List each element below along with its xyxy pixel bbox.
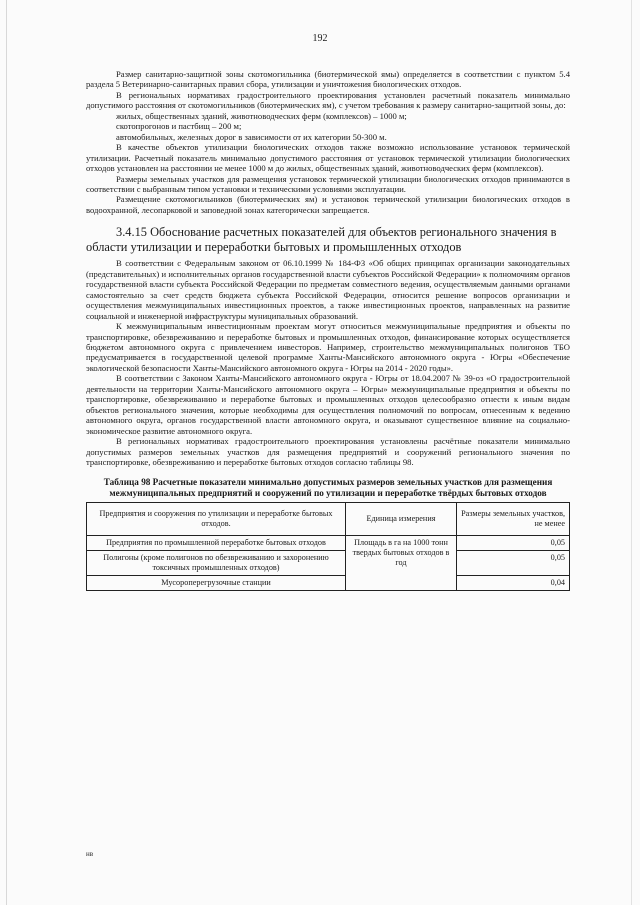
table-header-cell: Единица измерения bbox=[346, 503, 457, 536]
table-header-cell: Размеры земельных участков, не менее bbox=[457, 503, 570, 536]
paragraph-regional-law: В соответствии с Законом Ханты-Мансийского автономного округа - Югры от 18.04.2007 № 39-оз «О градостроительной деятельности на территории Ханты-Мансийского автономного округа – Югры» межмуниципальные предприятия и объекты по транспортировке, обезвреживанию и переработке бытовых и промышленных отходов целесообразно отнести к иным видам объектов регионального значения, которые необходимы для осуществления полномочий по вопросам, отнесенным к ведению автономного округа, органов государственной власти автономного округа, и оказывают существенное влияние на социально-экономическое развитие автономного округа. bbox=[86, 373, 570, 436]
paragraph-prohibition: Размещение скотомогильников (биотермических ям) и установок термической утилизации биологических отходов в водоохранной, лесопарковой и заповедной зонах категорически запрещается. bbox=[86, 194, 570, 215]
distance-item: автомобильных, железных дорог в зависимости от их категории 50-300 м. bbox=[116, 131, 387, 142]
table-cell-unit: Площадь в га на 1000 тонн твердых бытовых отходов в год bbox=[346, 536, 457, 591]
table-header-cell: Предприятия и сооружения по утилизации и переработке бытовых отходов. bbox=[87, 503, 346, 536]
table-cell-value: 0,04 bbox=[457, 576, 570, 591]
land-size-table bbox=[86, 502, 570, 591]
table-cell-value: 0,05 bbox=[457, 536, 570, 551]
table-row bbox=[87, 576, 570, 591]
table-cell-value: 0,05 bbox=[457, 551, 570, 576]
page-content bbox=[86, 69, 570, 591]
table-cell-name: Предприятия по промышленной переработке бытовых отходов bbox=[87, 536, 346, 551]
table-row bbox=[87, 536, 570, 551]
table-row bbox=[87, 551, 570, 576]
paragraph-investment-projects: К межмуниципальным инвестиционным проектам могут относиться межмуниципальные предприятия и объекты по транспортировке, обезвреживанию и переработке бытовых и промышленных отходов, финансирование которых осуществляется бюджетом автономного округа с привлечением инвесторов. Например, строительство межмуниципальных полигонов ТБО предусматривается в государственной целевой программе Ханты-Мансийского автономного округа - Югры «Обеспечение экологической безопасности Ханты-Мансийского автономного округа - Югры на 2014 - 2020 годы». bbox=[86, 321, 570, 373]
paragraph-table-reference: В региональных нормативах градостроительного проектирования установлены расчётные показатели минимально допустимых размеров земельных участков для размещения предприятий и сооружений регионального значения по транспортировке, обезвреживанию и переработке бытовых отходов согласно таблицы 98. bbox=[86, 436, 570, 467]
scan-edge-right bbox=[631, 0, 632, 905]
table-cell-name: Полигоны (кроме полигонов по обезвреживанию и захоронению токсичных промышленных отходов) bbox=[87, 551, 346, 576]
scan-edge-left bbox=[6, 0, 7, 905]
table-title: Таблица 98 Расчетные показатели минимально допустимых размеров земельных участков для размещения межмуниципальных предприятий и сооружений по утилизации и переработке твёрдых бытовых отходов bbox=[103, 477, 553, 499]
table-cell-name: Мусороперегрузочные станции bbox=[87, 576, 346, 591]
paragraph-federal-law: В соответствии с Федеральным законом от 06.10.1999 № 184-ФЗ «Об общих принципах организации законодательных (представительных) и исполнительных органов государственной власти субъектов Российской Федерации» к полномочиям органов государственной власти субъекта Российской Федерации по предметам совместного ведения, осуществляемым данными органами самостоятельно за счет средств бюджета субъекта Российской Федерации, относится решение вопросов организации и осуществления межмуниципальных инвестиционных проектов, а также инвестиционных проектов, направленных на развитие социальной и инженерной инфраструктуры муниципальных образований. bbox=[86, 258, 570, 321]
paragraph-land-size: Размеры земельных участков для размещения установок термической утилизации биологических отходов принимаются в соответствии с выбранным типом установки и техническими условиями эксплуатации. bbox=[86, 173, 570, 194]
distance-item: скотопрогонов и пастбищ – 200 м; bbox=[116, 121, 242, 132]
footer-mark: нв bbox=[86, 850, 94, 858]
section-heading: 3.4.15 Обоснование расчетных показателей для объектов регионального значения в области утилизации и переработки бытовых и промышленных отходов bbox=[86, 225, 557, 255]
paragraph-sanitary-zone: Размер санитарно-защитной зоны скотомогильника (биотермической ямы) определяется в соответствии с пунктом 5.4 раздела 5 Ветеринарно-санитарных правил сбора, утилизации и уничтожения биологических отходов. bbox=[86, 69, 570, 90]
distance-item: жилых, общественных зданий, животноводческих ферм (комплексов) – 1000 м; bbox=[116, 110, 407, 121]
paragraph-thermal-units: В качестве объектов утилизации биологических отходов также возможно использование установок термической утилизации. Расчетный показатель минимально допустимого расстояния от установок термической утилизации биологических отходов установлен на расстоянии не менее 1000 м до жилых, общественных зданий, животноводческих ферм (комплексов). bbox=[86, 142, 570, 174]
page-number: 192 bbox=[312, 33, 328, 44]
table-header-row bbox=[87, 503, 570, 536]
paragraph-regional-norms: В региональных нормативах градостроительного проектирования установлен расчетный показатель минимально допустимого расстояния от скотомогильников (биотермических ям), с учетом требования к размеру санитарно-защитной зоны, до: bbox=[86, 89, 570, 111]
